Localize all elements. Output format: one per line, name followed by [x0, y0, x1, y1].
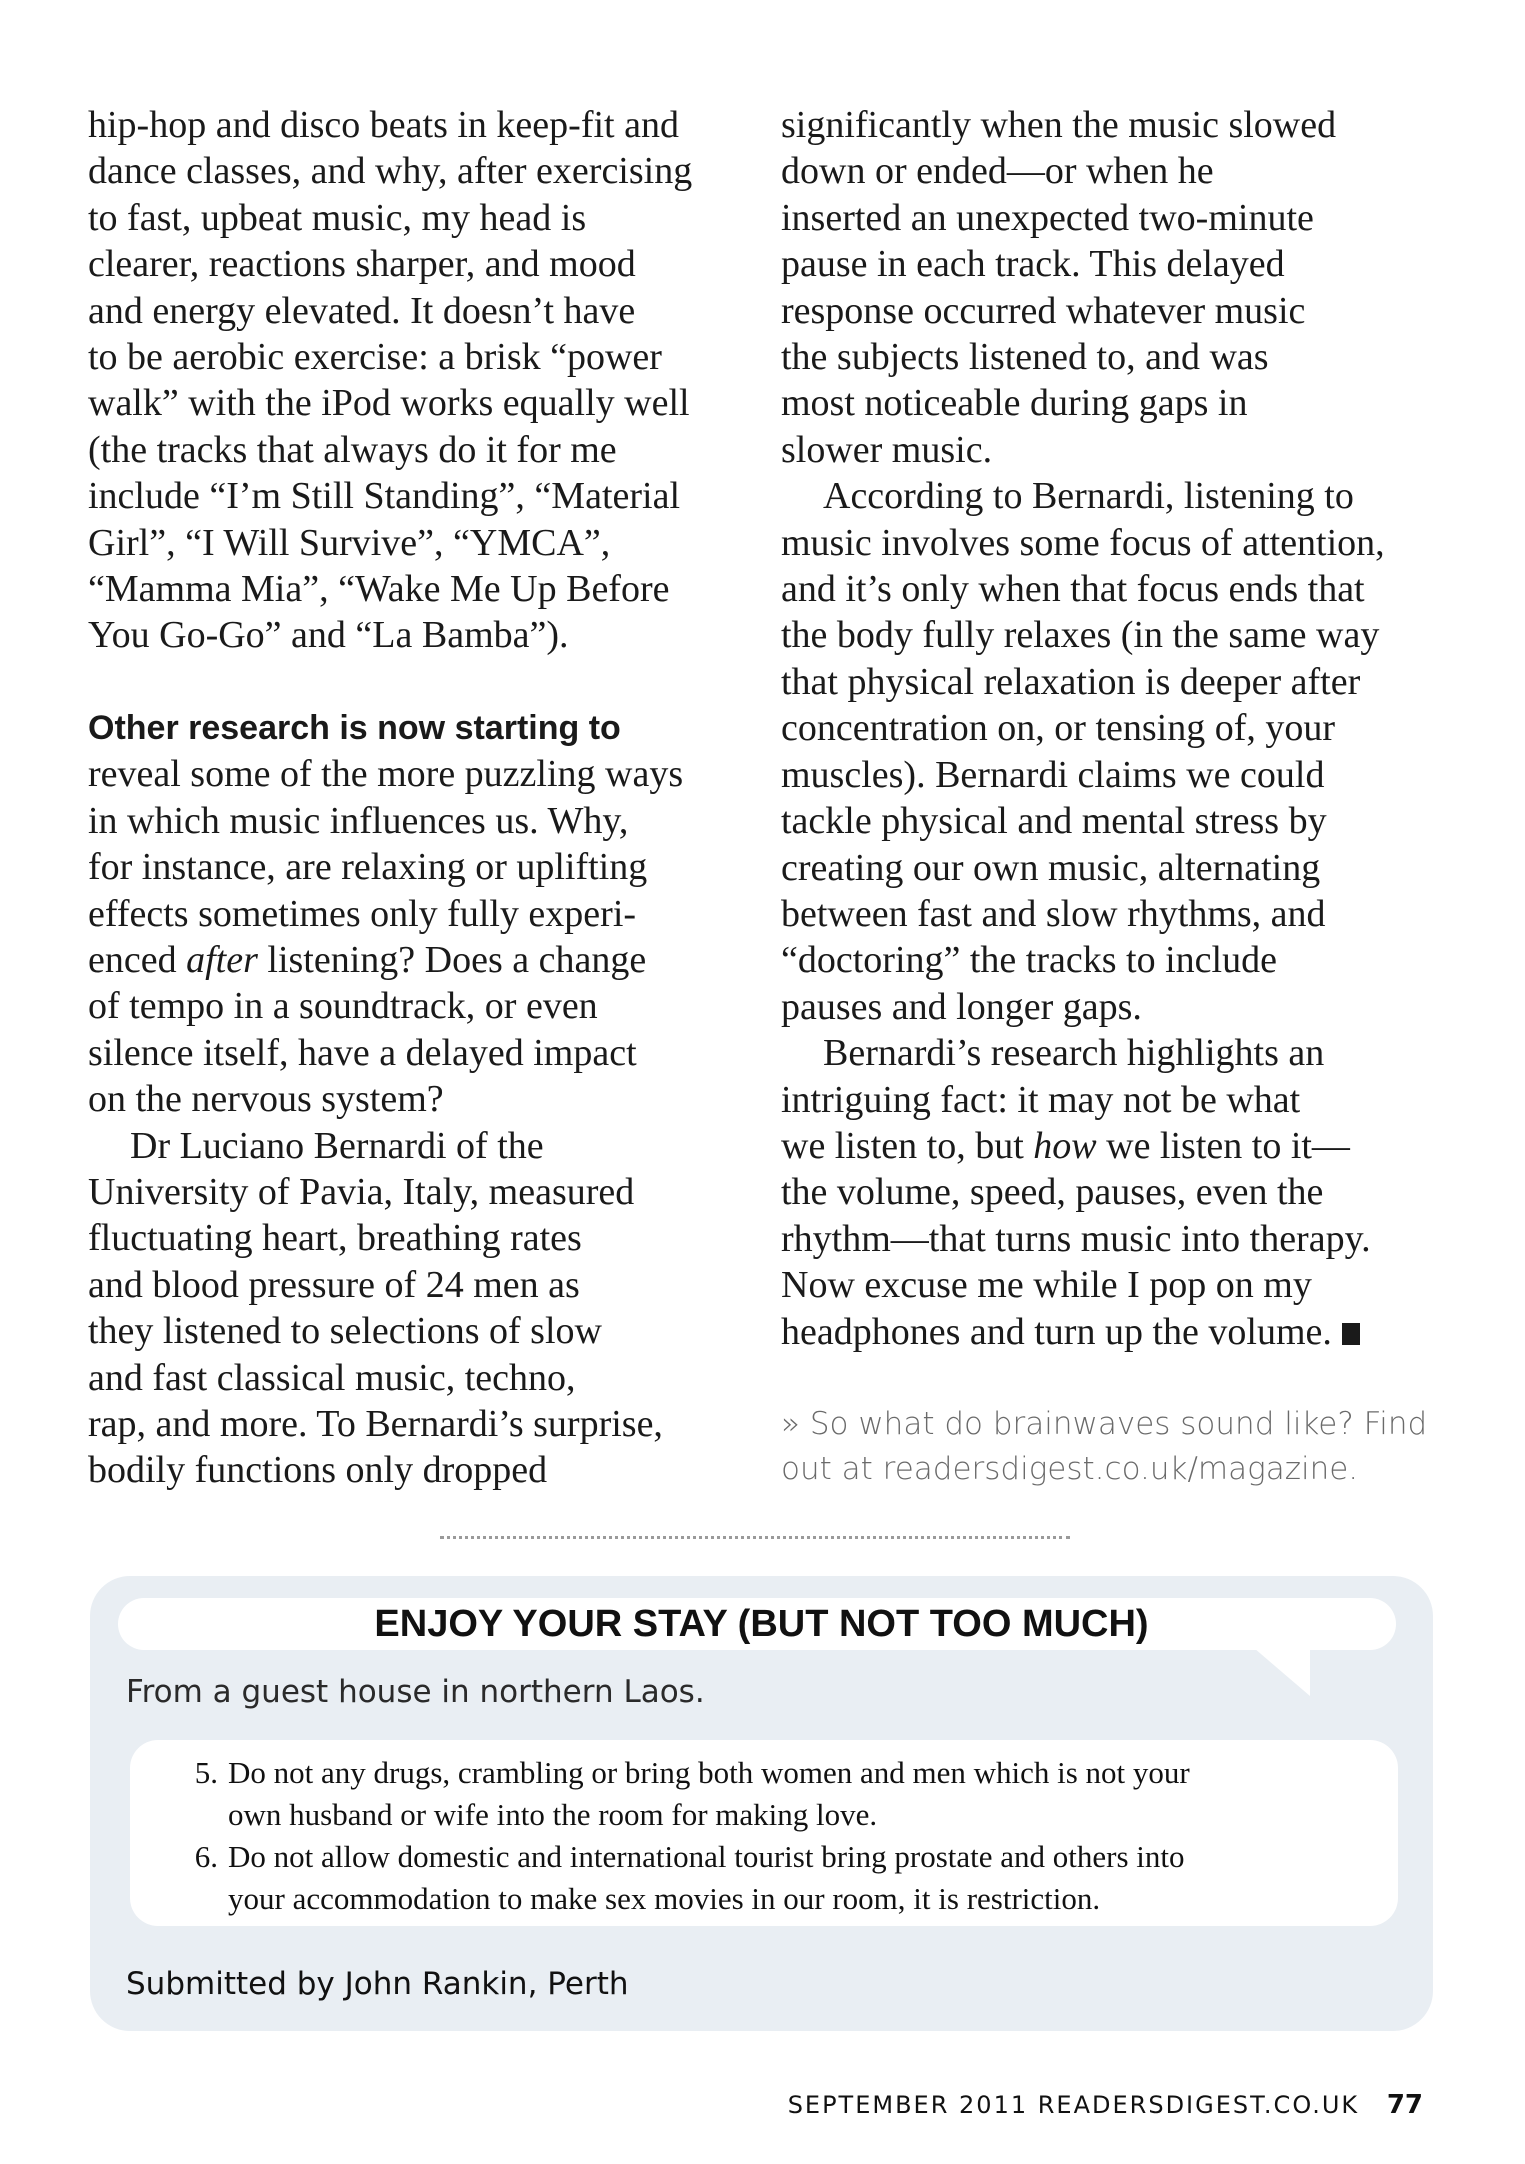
- text-line: we listen to, but how we listen to it—: [781, 1124, 1350, 1167]
- more-info-note: [781, 1402, 1441, 1492]
- text-line: the volume, speed, pauses, even the: [781, 1171, 1324, 1214]
- emphasis-after: after: [186, 938, 258, 981]
- text-line: headphones and turn up the volume.: [781, 1309, 1441, 1355]
- paragraph: [88, 705, 748, 1123]
- text-line: and fast classical music, techno,: [88, 1356, 576, 1399]
- text-line: that physical relaxation is deeper after: [781, 660, 1361, 703]
- text-line: in which music influences us. Why,: [88, 799, 629, 842]
- text-line: to fast, upbeat music, my head is: [88, 196, 587, 239]
- text-line: pause in each track. This delayed: [781, 243, 1285, 286]
- text-line: (the tracks that always do it for me: [88, 428, 617, 471]
- text-line: the subjects listened to, and was: [781, 336, 1269, 379]
- text-line: walk” with the iPod works equally well: [88, 382, 690, 425]
- text-line: to be aerobic exercise: a brisk “power: [88, 336, 662, 379]
- emphasis-how: how: [1033, 1124, 1097, 1167]
- paragraph: [781, 1030, 1441, 1355]
- text-line: According to Bernardi, listening to: [823, 475, 1354, 518]
- text-line: the body fully relaxes (in the same way: [781, 614, 1380, 657]
- rule-number: 5.: [194, 1755, 218, 1790]
- rule-text-line: Do not any drugs, crambling or bring both women and men which is not your: [228, 1755, 1190, 1790]
- more-info-link[interactable]: out at readersdigest.co.uk/magazine.: [781, 1451, 1359, 1487]
- paragraph: [88, 1123, 748, 1494]
- paragraph: [781, 473, 1441, 1030]
- paragraph: [781, 102, 1441, 473]
- text-line: for instance, are relaxing or uplifting: [88, 846, 648, 889]
- text-line: “doctoring” the tracks to include: [781, 939, 1277, 982]
- text-line: tackle physical and mental stress by: [781, 800, 1327, 843]
- text-line: rhythm—that turns music into therapy.: [781, 1217, 1371, 1260]
- text-line: hip-hop and disco beats in keep-fit and: [88, 104, 679, 146]
- text-line: pauses and longer gaps.: [781, 985, 1142, 1028]
- text-line: fluctuating heart, breathing rates: [88, 1217, 582, 1260]
- text-line: between fast and slow rhythms, and: [781, 892, 1326, 935]
- section-lead-in: Other research is now starting to: [88, 708, 621, 747]
- text-line: response occurred whatever music: [781, 289, 1306, 332]
- article-left-column: [88, 102, 748, 1494]
- rule-text-line: own husband or wife into the room for making love.: [228, 1797, 878, 1832]
- page-footer: [788, 2090, 1423, 2120]
- text-line: rap, and more. To Bernardi’s surprise,: [88, 1402, 663, 1445]
- submitted-by: Submitted by John Rankin, Perth: [126, 1966, 629, 2002]
- rule-text-line: your accommodation to make sex movies in our room, it is restriction.: [228, 1881, 1101, 1916]
- text-line: and energy elevated. It doesn’t have: [88, 289, 636, 332]
- rule-number: 6.: [194, 1839, 218, 1874]
- paragraph: [88, 102, 748, 659]
- text-line: bodily functions only dropped: [88, 1449, 548, 1492]
- text-line: down or ended—or when he: [781, 150, 1214, 193]
- text-line: silence itself, have a delayed impact: [88, 1031, 637, 1074]
- sidebar-subtitle: From a guest house in northern Laos.: [126, 1674, 705, 1710]
- text-line: and blood pressure of 24 men as: [88, 1263, 580, 1306]
- text-line: creating our own music, alternating: [781, 846, 1321, 889]
- text-line: Now excuse me while I pop on my: [781, 1264, 1312, 1307]
- text-line: intriguing fact: it may not be what: [781, 1078, 1301, 1121]
- article-right-column: [781, 102, 1441, 1355]
- text-line: You Go-Go” and “La Bamba”).: [88, 614, 569, 657]
- text-line: significantly when the music slowed: [781, 104, 1337, 146]
- end-of-article-square-icon: [1342, 1323, 1360, 1345]
- funny-sign-sidebar: [90, 1576, 1433, 2031]
- guest-house-notice: [130, 1740, 1398, 1926]
- text-line: most noticeable during gaps in: [781, 382, 1248, 425]
- text-line: music involves some focus of attention,: [781, 521, 1385, 564]
- text-line: effects sometimes only fully experi-: [88, 892, 637, 935]
- rule-text-line: Do not allow domestic and international tourist bring prostate and others into: [228, 1839, 1185, 1874]
- dotted-divider: [440, 1536, 1070, 1539]
- text-line: they listened to selections of slow: [88, 1310, 602, 1353]
- sidebar-title: ENJOY YOUR STAY (BUT NOT TOO MUCH): [374, 1603, 1149, 1645]
- text-line: “Mamma Mia”, “Wake Me Up Before: [88, 568, 670, 611]
- text-line: enced after listening? Does a change: [88, 938, 647, 981]
- text-line: concentration on, or tensing of, your: [781, 707, 1336, 750]
- text-line: Dr Luciano Bernardi of the: [130, 1124, 544, 1167]
- text-line: University of Pavia, Italy, measured: [88, 1170, 635, 1213]
- text-line: slower music.: [781, 428, 993, 471]
- text-line: on the nervous system?: [88, 1078, 444, 1121]
- text-line: Girl”, “I Will Survive”, “YMCA”,: [88, 521, 611, 564]
- text-line: and it’s only when that focus ends that: [781, 568, 1365, 611]
- text-line: of tempo in a soundtrack, or even: [88, 985, 598, 1028]
- text-line: clearer, reactions sharper, and mood: [88, 243, 636, 286]
- text-line: reveal some of the more puzzling ways: [88, 753, 684, 796]
- text-line: muscles). Bernardi claims we could: [781, 753, 1325, 796]
- text-line: » So what do brainwaves sound like? Find: [781, 1406, 1428, 1442]
- page-number: 77: [1386, 2090, 1423, 2120]
- text-line: dance classes, and why, after exercising: [88, 150, 693, 193]
- site-url: READERSDIGEST.CO.UK: [1037, 2091, 1360, 2119]
- issue-date: SEPTEMBER 2011: [787, 2091, 1029, 2119]
- text-line: inserted an unexpected two-minute: [781, 196, 1314, 239]
- text-line: Bernardi’s research highlights an: [823, 1032, 1325, 1075]
- text-line: include “I’m Still Standing”, “Material: [88, 475, 681, 518]
